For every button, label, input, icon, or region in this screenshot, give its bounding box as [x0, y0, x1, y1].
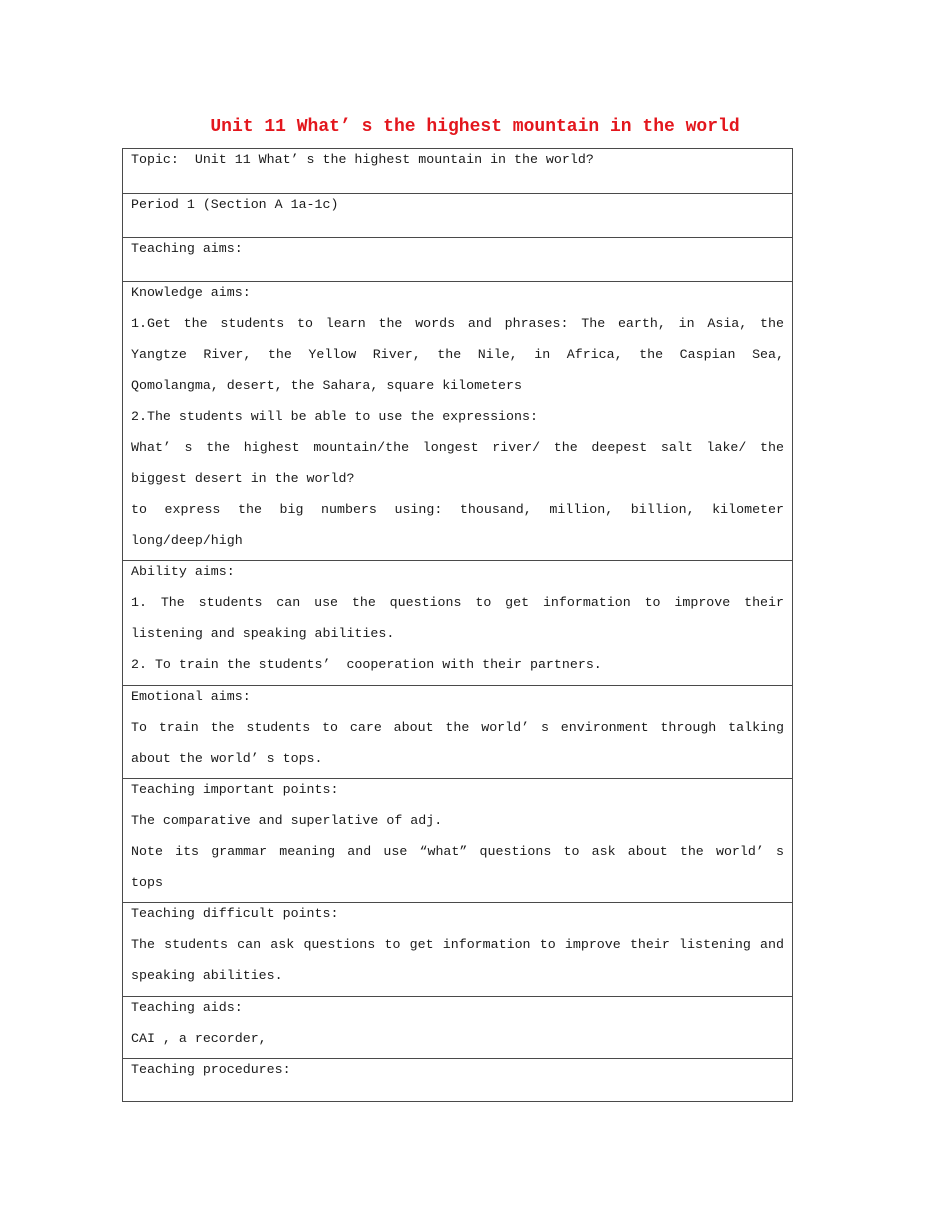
teaching-aids-row [123, 996, 792, 1058]
ability-aim-1-line: 1. The students can use the questions to get information to improve their [131, 595, 784, 610]
knowledge-aim-numbers-line: to express the big numbers using: thousand, million, billion, kilometer [131, 502, 784, 517]
emotional-aims-heading: Emotional aims: [131, 689, 251, 704]
emotional-aims-line: To train the students to care about the world’ s environment through talking [131, 720, 784, 735]
teaching-procedures-heading: Teaching procedures: [131, 1062, 291, 1077]
ability-aims-heading: Ability aims: [131, 564, 235, 579]
teaching-aims-heading: Teaching aims: [131, 241, 243, 256]
lesson-plan-table [122, 148, 793, 1102]
important-point-2-line: tops [131, 875, 163, 890]
important-point-1: The comparative and superlative of adj. [131, 813, 443, 828]
difficult-points-heading: Teaching difficult points: [131, 906, 339, 921]
knowledge-aim-1-line: Qomolangma, desert, the Sahara, square kilometers [131, 378, 522, 393]
important-points-row [123, 778, 792, 902]
emotional-aims-row [123, 685, 792, 778]
difficult-points-row [123, 902, 792, 996]
knowledge-aims-row [123, 281, 792, 560]
topic-row [123, 149, 792, 193]
teaching-aims-row [123, 237, 792, 281]
knowledge-aim-2: 2.The students will be able to use the expressions: [131, 409, 538, 424]
knowledge-aim-1-line: Yangtze River, the Yellow River, the Nile, in Africa, the Caspian Sea, [131, 347, 784, 362]
emotional-aims-line: about the world’ s tops. [131, 751, 323, 766]
knowledge-aim-question-line: biggest desert in the world? [131, 471, 355, 486]
teaching-aids-text: CAI , a recorder, [131, 1031, 267, 1046]
period-row [123, 193, 792, 237]
teaching-aids-heading: Teaching aids: [131, 1000, 243, 1015]
difficult-points-line: speaking abilities. [131, 968, 283, 983]
teaching-procedures-row [123, 1058, 792, 1101]
ability-aims-row [123, 560, 792, 685]
important-point-2-line: Note its grammar meaning and use “what” questions to ask about the world’ s [131, 844, 784, 859]
topic-text: Topic: Unit 11 What’ s the highest mountain in the world? [131, 152, 594, 167]
knowledge-aim-numbers-line: long/deep/high [131, 533, 243, 548]
knowledge-aim-1-line: 1.Get the students to learn the words and phrases: The earth, in Asia, the [131, 316, 784, 331]
difficult-points-line: The students can ask questions to get information to improve their listening and [131, 937, 784, 952]
ability-aim-2: 2. To train the students’ cooperation with their partners. [131, 657, 602, 672]
document-title: Unit 11 What’ s the highest mountain in the world [210, 117, 740, 137]
knowledge-aim-question-line: What’ s the highest mountain/the longest river/ the deepest salt lake/ the [131, 440, 784, 455]
period-text: Period 1 (Section A 1a-1c) [131, 197, 339, 212]
important-points-heading: Teaching important points: [131, 782, 339, 797]
knowledge-aims-heading: Knowledge aims: [131, 285, 251, 300]
ability-aim-1-line: listening and speaking abilities. [131, 626, 395, 641]
